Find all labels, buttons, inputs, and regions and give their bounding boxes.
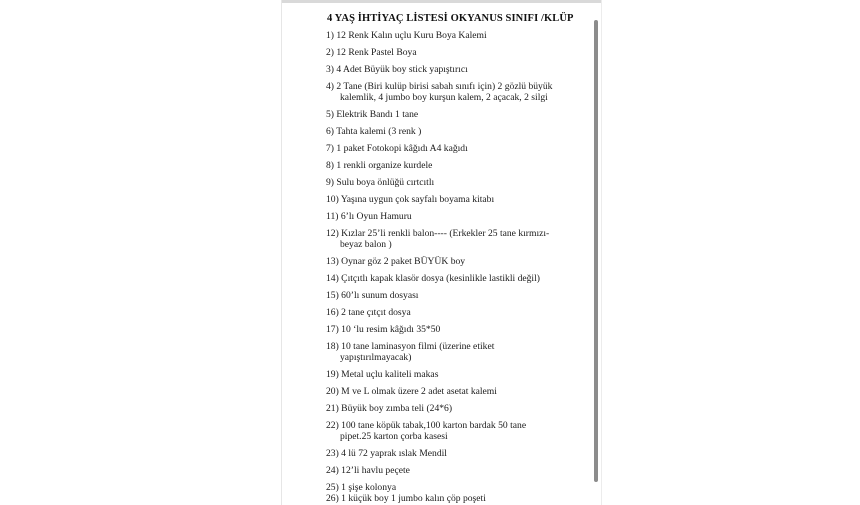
list-item-text: 23) 4 lü 72 yaprak ıslak Mendil xyxy=(326,448,447,459)
list-item xyxy=(326,256,584,267)
list-item-text: 10) Yaşına uygun çok sayfalı boyama kitabı xyxy=(326,194,495,205)
list-item xyxy=(326,109,584,120)
list-item xyxy=(326,465,584,476)
list-item-continuation: kalemlik, 4 jumbo boy kurşun kalem, 2 açacak, 2 silgi xyxy=(340,92,548,104)
list-item xyxy=(326,369,584,380)
list-item-text: 20) M ve L olmak üzere 2 adet asetat kalemi xyxy=(326,386,497,397)
list-item-text: 21) Büyük boy zımba teli (24*6) xyxy=(326,403,453,414)
list-item-text: 9) Sulu boya önlüğü cırtcıtlı xyxy=(326,177,435,188)
list-item xyxy=(326,143,584,154)
list-item xyxy=(326,403,584,414)
list-item-text: 16) 2 tane çıtçıt dosya xyxy=(326,307,411,318)
list-item-text: 8) 1 renkli organize kurdele xyxy=(326,160,433,171)
list-item-text: 1) 12 Renk Kalın uçlu Kuru Boya Kalemi xyxy=(326,30,487,41)
list-item-text: 2) 12 Renk Pastel Boya xyxy=(326,47,417,58)
list-item xyxy=(326,341,584,363)
list-item-text: 12) Kızlar 25’li renkli balon---- (Erkekler 25 tane kırmızı- xyxy=(326,228,550,239)
list-item xyxy=(326,324,584,335)
list-item xyxy=(326,290,584,301)
list-item-text: 7) 1 paket Fotokopi kâğıdı A4 kağıdı xyxy=(326,143,468,154)
list-item-continuation: yapıştırılmayacak) xyxy=(340,352,412,364)
list-item-continuation: beyaz balon ) xyxy=(340,239,392,251)
list-item xyxy=(326,47,584,58)
list-item-text: 22) 100 tane köpük tabak,100 karton bardak 50 tane xyxy=(326,420,527,431)
page-title: 4 YAŞ İHTİYAÇ LİSTESİ OKYANUS SINIFI /KLÜP xyxy=(327,13,574,24)
list-item-continuation: pipet.25 karton çorba kasesi xyxy=(340,431,448,443)
list-item xyxy=(326,160,584,171)
list-item xyxy=(326,81,584,103)
list-item xyxy=(326,126,584,137)
list-item xyxy=(326,386,584,397)
list-item-text: 4) 2 Tane (Biri kulüp birisi sabah sınıfı için) 2 gözlü büyük xyxy=(326,81,553,92)
list-item-text: 18) 10 tane laminasyon filmi (üzerine etiket xyxy=(326,341,495,352)
list-item-text: 5) Elektrik Bandı 1 tane xyxy=(326,109,419,120)
list-item xyxy=(326,64,584,75)
list-item xyxy=(326,448,584,459)
list-item-text: 26) 1 küçük boy 1 jumbo kalın çöp poşeti xyxy=(326,493,486,504)
list-item-text: 24) 12’li havlu peçete xyxy=(326,465,410,476)
list-item xyxy=(326,194,584,205)
list-item-text: 25) 1 şişe kolonya xyxy=(326,482,397,493)
page-top-edge xyxy=(282,0,601,3)
list-item xyxy=(326,420,584,442)
list-item xyxy=(326,493,584,504)
list-item-text: 14) Çıtçıtlı kapak klasör dosya (kesinlikle lastikli değil) xyxy=(326,273,540,284)
list-item xyxy=(326,211,584,222)
list-item xyxy=(326,307,584,318)
vertical-scrollbar[interactable] xyxy=(594,20,598,482)
list-item-text: 17) 10 ‘lu resim kâğıdı 35*50 xyxy=(326,324,441,335)
list-item xyxy=(326,273,584,284)
list-item-text: 19) Metal uçlu kaliteli makas xyxy=(326,369,439,380)
list-item xyxy=(326,482,584,493)
list-item-text: 3) 4 Adet Büyük boy stick yapıştırıcı xyxy=(326,64,468,75)
list-item-text: 13) Oynar göz 2 paket BÜYÜK boy xyxy=(326,256,466,267)
list-item xyxy=(326,30,584,41)
list-item-text: 6) Tahta kalemi (3 renk ) xyxy=(326,126,422,137)
list-item xyxy=(326,228,584,250)
list-item-text: 15) 60’lı sunum dosyası xyxy=(326,290,419,301)
list-item-text: 11) 6’lı Oyun Hamuru xyxy=(326,211,412,222)
list-item xyxy=(326,177,584,188)
